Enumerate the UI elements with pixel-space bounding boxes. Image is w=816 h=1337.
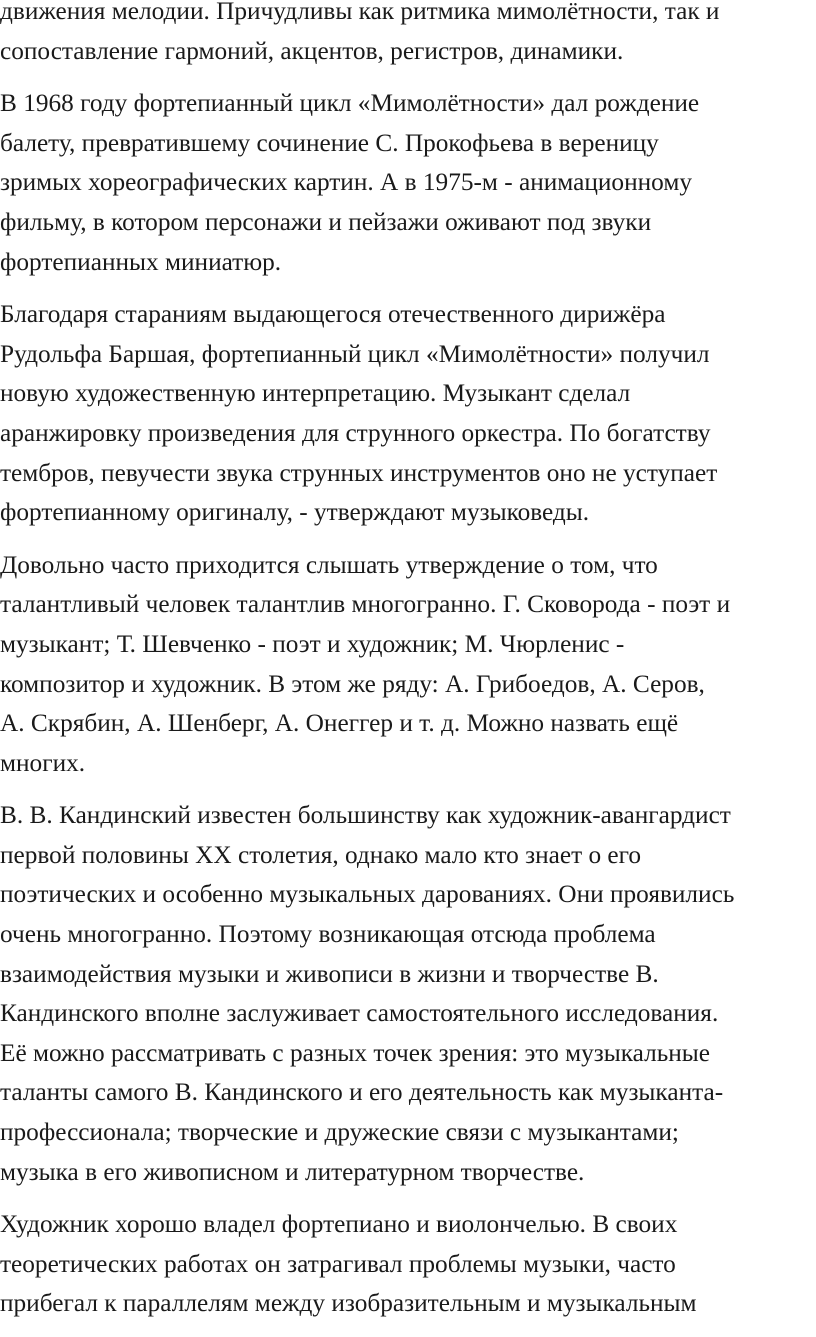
text-line: фортепианных миниатюр. [0,247,282,276]
text-line: взаимодействия музыки и живописи в жизни и творчестве В. [0,959,659,988]
text-line: движения мелодии. Причудливы как ритмика мимолётности, так и [0,0,720,25]
text-line: талантливый человек талантлив многогранно. Г. Сковорода - поэт и [0,590,731,619]
text-line: зримых хореографических картин. А в 1975-м - анимационному [0,168,692,197]
text-line: Довольно часто приходится слышать утверждение о том, что [0,550,658,579]
text-line: В. В. Кандинский известен большинству как художник-авангардист [0,801,731,830]
text-line: Благодаря стараниям выдающегося отечественного дирижёра [0,300,666,329]
text-line: В 1968 году фортепианный цикл «Мимолётности» дал рождение [0,89,700,118]
text-line: теоретических работах он затрагивал проблемы музыки, часто [0,1249,676,1278]
text-line: таланты самого В. Кандинского и его деятельность как музыканта- [0,1078,724,1107]
text-line: новую художественную интерпретацию. Музыкант сделал [0,379,631,408]
text-line: музыка в его живописном и литературном творчестве. [0,1157,585,1186]
text-line: А. Скрябин, А. Шенберг, А. Онеггер и т. д. Можно назвать ещё [0,709,679,738]
text-line: Её можно рассматривать с разных точек зрения: это музыкальные [0,1038,711,1067]
text-line: аранжировку произведения для струнного оркестра. По богатству [0,418,711,447]
text-line: композитор и художник. В этом же ряду: А. Грибоедов, А. Серов, [0,669,705,698]
text-line: прибегал к параллелям между изобразительным и музыкальным [0,1289,697,1318]
text-line: сопоставление гармоний, акцентов, регистров, динамики. [0,36,624,65]
text-line: Кандинского вполне заслуживает самостоятельного исследования. [0,999,719,1028]
paragraph-5 [0,796,816,1192]
text-line: Рудольфа Баршая, фортепианный цикл «Мимолётности» получил [0,339,710,368]
text-line: Художник хорошо владел фортепиано и виолончелью. В своих [0,1210,678,1239]
paragraph-2 [0,84,816,282]
text-line: фильму, в котором персонажи и пейзажи оживают под звуки [0,207,652,236]
text-line: очень многогранно. Поэтому возникающая отсюда проблема [0,920,656,949]
paragraph-1 [0,0,816,71]
paragraph-3 [0,295,816,533]
text-line: первой половины XX столетия, однако мало кто знает о его [0,840,642,869]
text-line: балету, превратившему сочинение С. Прокофьева в вереницу [0,128,659,157]
text-line: многих. [0,748,86,777]
text-line: музыкант; Т. Шевченко - поэт и художник; М. Чюрленис - [0,629,625,658]
text-line: фортепианному оригиналу, - утверждают музыковеды. [0,498,590,527]
paragraph-6 [0,1205,816,1324]
text-line: тембров, певучести звука струнных инструментов оно не уступает [0,458,718,487]
paragraph-4 [0,546,816,784]
text-line: профессионала; творческие и дружеские связи с музыкантами; [0,1118,679,1147]
text-line: поэтических и особенно музыкальных дарованиях. Они проявились [0,880,735,909]
